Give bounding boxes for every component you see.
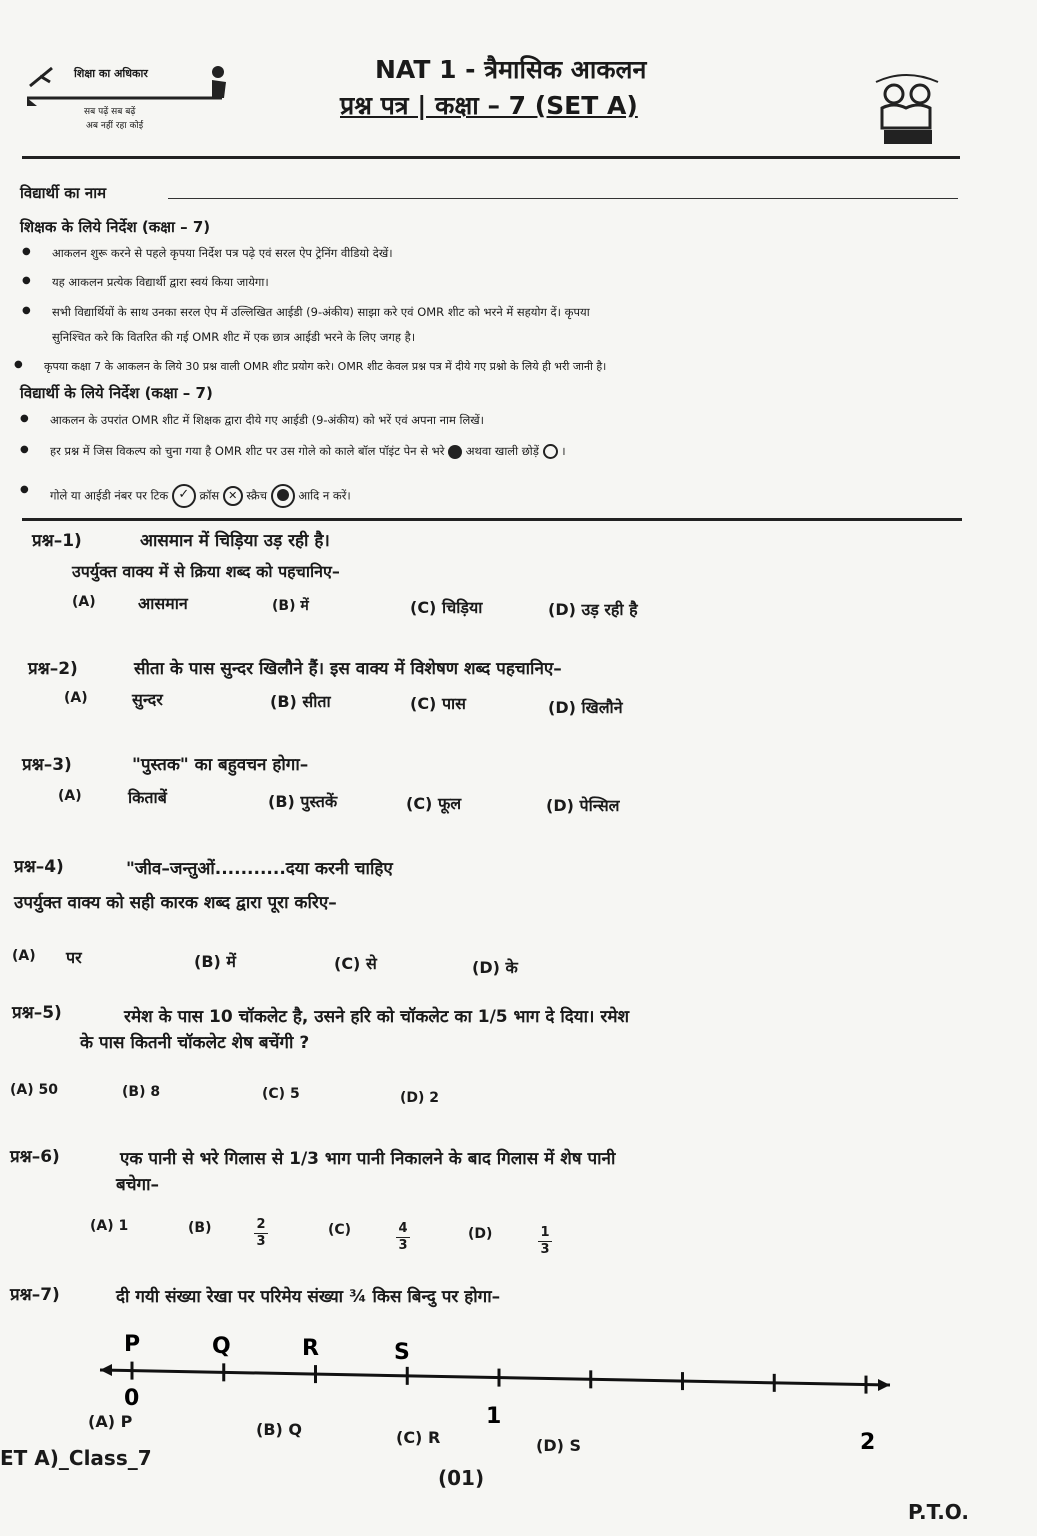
student-instruction-2: ● हर प्रश्न में जिस विकल्प को चुना गया है OMR शीट पर उस गोले को काले बॉल पॉइंट पेन से भरे अथवा खाली छोड़ें । [50, 444, 950, 459]
logo-rte [22, 58, 237, 148]
q6-number: प्रश्न–6) [10, 1147, 60, 1167]
q1-option-c[interactable]: (C) चिड़िया [410, 598, 483, 617]
q5-option-a[interactable]: (A) 50 [10, 1082, 58, 1098]
teacher-instruction-3: ● सभी विद्यार्थियों के साथ उनका सरल ऐप में उल्लिखित आईडी (9-अंकीय) साझा करे एवं OMR शीट को भरने में सहयोग दें। कृपया [52, 305, 957, 320]
q4-option-a[interactable]: पर [66, 948, 82, 967]
q5-number: प्रश्न–5) [12, 1003, 62, 1023]
footer-set-label: ET A)_Class_7 [0, 1446, 152, 1470]
q4-option-a-label: (A) [12, 948, 36, 964]
q2-option-a[interactable]: सुन्दर [132, 690, 163, 709]
q1-option-a[interactable]: आसमान [138, 594, 188, 613]
scratch-mark-icon [271, 484, 295, 508]
q4-subtext: उपर्युक्त वाक्य को सही कारक शब्द द्वारा पूरा करिए– [14, 893, 337, 913]
q6-option-b-numerator: 2 [256, 1217, 266, 1232]
q5-option-b[interactable]: (B) 8 [122, 1084, 161, 1100]
q6-option-d-numerator: 1 [540, 1225, 550, 1240]
filled-bubble-icon [448, 445, 462, 459]
q5-text: रमेश के पास 10 चॉकलेट है, उसने हरि को चॉकलेट का 1/5 भाग दे दिया। रमेश [124, 1007, 630, 1027]
q2-option-c[interactable]: (C) पास [410, 694, 466, 713]
point-label-r: R [302, 1336, 319, 1361]
q1-option-a-label: (A) [72, 594, 96, 610]
header-divider [22, 156, 960, 159]
q6-option-a[interactable]: (A) 1 [90, 1218, 129, 1234]
q7-option-d[interactable]: (D) S [536, 1436, 581, 1455]
q1-text: आसमान में चिड़िया उड़ रही है। [140, 531, 330, 551]
q2-option-d[interactable]: (D) खिलौने [548, 698, 623, 717]
student-name-field[interactable] [168, 198, 958, 199]
student-instruction-2-text-b: अथवा खाली छोड़ें [465, 444, 539, 458]
page-title: NAT 1 - त्रैमासिक आकलन [375, 55, 647, 84]
cross-mark-icon: ✕ [223, 486, 243, 506]
q6-option-c-denominator: 3 [398, 1238, 408, 1253]
logo-text-3: अब नहीं रहा कोई [86, 121, 144, 131]
empty-bubble-icon [543, 444, 558, 459]
q6-option-c[interactable] [396, 1222, 410, 1253]
tick-label-2: 2 [860, 1430, 876, 1455]
q5-option-d[interactable]: (D) 2 [400, 1090, 440, 1106]
q3-option-a-label: (A) [58, 788, 82, 804]
instructions-divider [22, 518, 962, 521]
teacher-instruction-2: ● यह आकलन प्रत्येक विद्यार्थी द्वारा स्वयं किया जायेगा। [52, 275, 952, 290]
q3-option-d[interactable]: (D) पेन्सिल [546, 796, 620, 815]
q1-number: प्रश्न–1) [32, 531, 82, 551]
student-instruction-1: ● आकलन के उपरांत OMR शीट में शिक्षक द्वारा दीये गए आईडी (9-अंकीय) को भरें एवं अपना नाम लिखें। [50, 413, 950, 428]
student-instruction-2-text: हर प्रश्न में जिस विकल्प को चुना गया है OMR शीट पर उस गोले को काले बॉल पॉइंट पेन से भरे [50, 444, 445, 458]
q6-option-d-label: (D) [468, 1226, 493, 1242]
number-line-right-arrow [878, 1379, 890, 1391]
tick-label-1: 1 [486, 1404, 502, 1429]
q2-option-a-label: (A) [64, 690, 88, 706]
q7-option-a[interactable]: (A) P [88, 1412, 133, 1431]
q6-option-d-denominator: 3 [540, 1242, 550, 1257]
q6-text: एक पानी से भरे गिलास से 1/3 भाग पानी निकालने के बाद गिलास में शेष पानी [120, 1149, 616, 1169]
q3-option-a[interactable]: किताबें [128, 788, 167, 807]
student-instruction-3-text: गोले या आईडी नंबर पर टिक [50, 488, 169, 503]
q6-text-cont: बचेगा– [116, 1175, 159, 1195]
q3-option-c[interactable]: (C) फूल [406, 794, 462, 813]
q4-option-d[interactable]: (D) के [472, 958, 518, 977]
q6-option-b-label: (B) [188, 1220, 212, 1236]
q4-text: "जीव–जन्तुओं...........दया करनी चाहिए [126, 859, 393, 879]
q6-option-c-label: (C) [328, 1222, 352, 1238]
student-instruction-3 [50, 484, 950, 508]
q2-text: सीता के पास सुन्दर खिलौने हैं। इस वाक्य में विशेषण शब्द पहचानिए– [134, 659, 562, 679]
number-line-left-arrow [100, 1364, 112, 1376]
q1-subtext: उपर्युक्त वाक्य में से क्रिया शब्द को पहचानिए– [72, 562, 340, 581]
number-line [100, 1370, 890, 1385]
point-label-q: Q [212, 1334, 231, 1359]
q7-number: प्रश्न–7) [10, 1285, 60, 1305]
q6-option-b[interactable] [254, 1218, 268, 1249]
student-instructions-heading: विद्यार्थी के लिये निर्देश (कक्षा – 7) [20, 384, 213, 402]
student-instruction-3-end: आदि न करें। [298, 488, 351, 503]
teacher-instructions-heading: शिक्षक के लिये निर्देश (कक्षा – 7) [20, 218, 211, 236]
q1-option-b[interactable]: (B) में [272, 598, 309, 614]
q4-option-c[interactable]: (C) से [334, 954, 377, 973]
logo-text-1: शिक्षा का अधिकार [74, 67, 148, 80]
q3-text: "पुस्तक" का बहुवचन होगा– [132, 755, 309, 775]
q6-option-b-denominator: 3 [256, 1234, 266, 1249]
logo-mission-icon [868, 72, 948, 150]
cross-label: क्रॉस [199, 488, 220, 503]
q3-option-b[interactable]: (B) पुस्तकें [268, 792, 338, 811]
q5-option-c[interactable]: (C) 5 [262, 1086, 300, 1102]
page-subtitle: प्रश्न पत्र | कक्षा – 7 (SET A) [340, 91, 638, 120]
teacher-instruction-1: ● आकलन शुरू करने से पहले कृपया निर्देश पत्र पढ़े एवं सरल ऐप ट्रेनिंग वीडियो देखें। [52, 246, 952, 261]
q6-option-c-numerator: 4 [398, 1221, 408, 1236]
q2-option-b[interactable]: (B) सीता [270, 692, 331, 711]
number-line-ticks [132, 1362, 866, 1394]
q6-option-d[interactable] [538, 1226, 552, 1257]
q4-option-b[interactable]: (B) में [194, 952, 236, 971]
teacher-instruction-4: ● कृपया कक्षा 7 के आकलन के लिये 30 प्रश्न वाली OMR शीट प्रयोग करे। OMR शीट केवल प्रश्न पत्र में दीये गए प्रश्नो के लिये ही भरी जानी है। [44, 359, 954, 374]
number-line-diagram [0, 1325, 1037, 1460]
q7-option-b[interactable]: (B) Q [256, 1420, 302, 1439]
q4-number: प्रश्न–4) [14, 857, 64, 877]
q5-text-cont: के पास कितनी चॉकलेट शेष बचेंगी ? [80, 1033, 310, 1053]
tick-label-0: 0 [124, 1386, 140, 1411]
q7-text: दी गयी संख्या रेखा पर परिमेय संख्या ¾ किस बिन्दु पर होगा– [116, 1287, 501, 1307]
point-label-s: S [394, 1340, 410, 1365]
point-label-p: P [124, 1332, 141, 1357]
scratch-label: स्क्रैच [246, 488, 268, 503]
q7-option-c[interactable]: (C) R [396, 1428, 441, 1447]
q3-number: प्रश्न–3) [22, 755, 72, 775]
logo-text-2: सब पढ़ें सब बढ़ें [84, 107, 136, 117]
tick-mark-icon: ✓ [172, 484, 196, 508]
page-number: (01) [438, 1466, 485, 1490]
pto-label: P.T.O. [908, 1500, 969, 1524]
student-name-label: विद्यार्थी का नाम [20, 184, 107, 202]
teacher-instruction-3-cont: सुनिश्चित करे कि वितरित की गई OMR शीट में एक छात्र आईडी भरने के लिए जगह है। [52, 330, 416, 344]
q1-option-d[interactable]: (D) उड़ रही है [548, 600, 638, 619]
q2-number: प्रश्न–2) [28, 659, 78, 679]
